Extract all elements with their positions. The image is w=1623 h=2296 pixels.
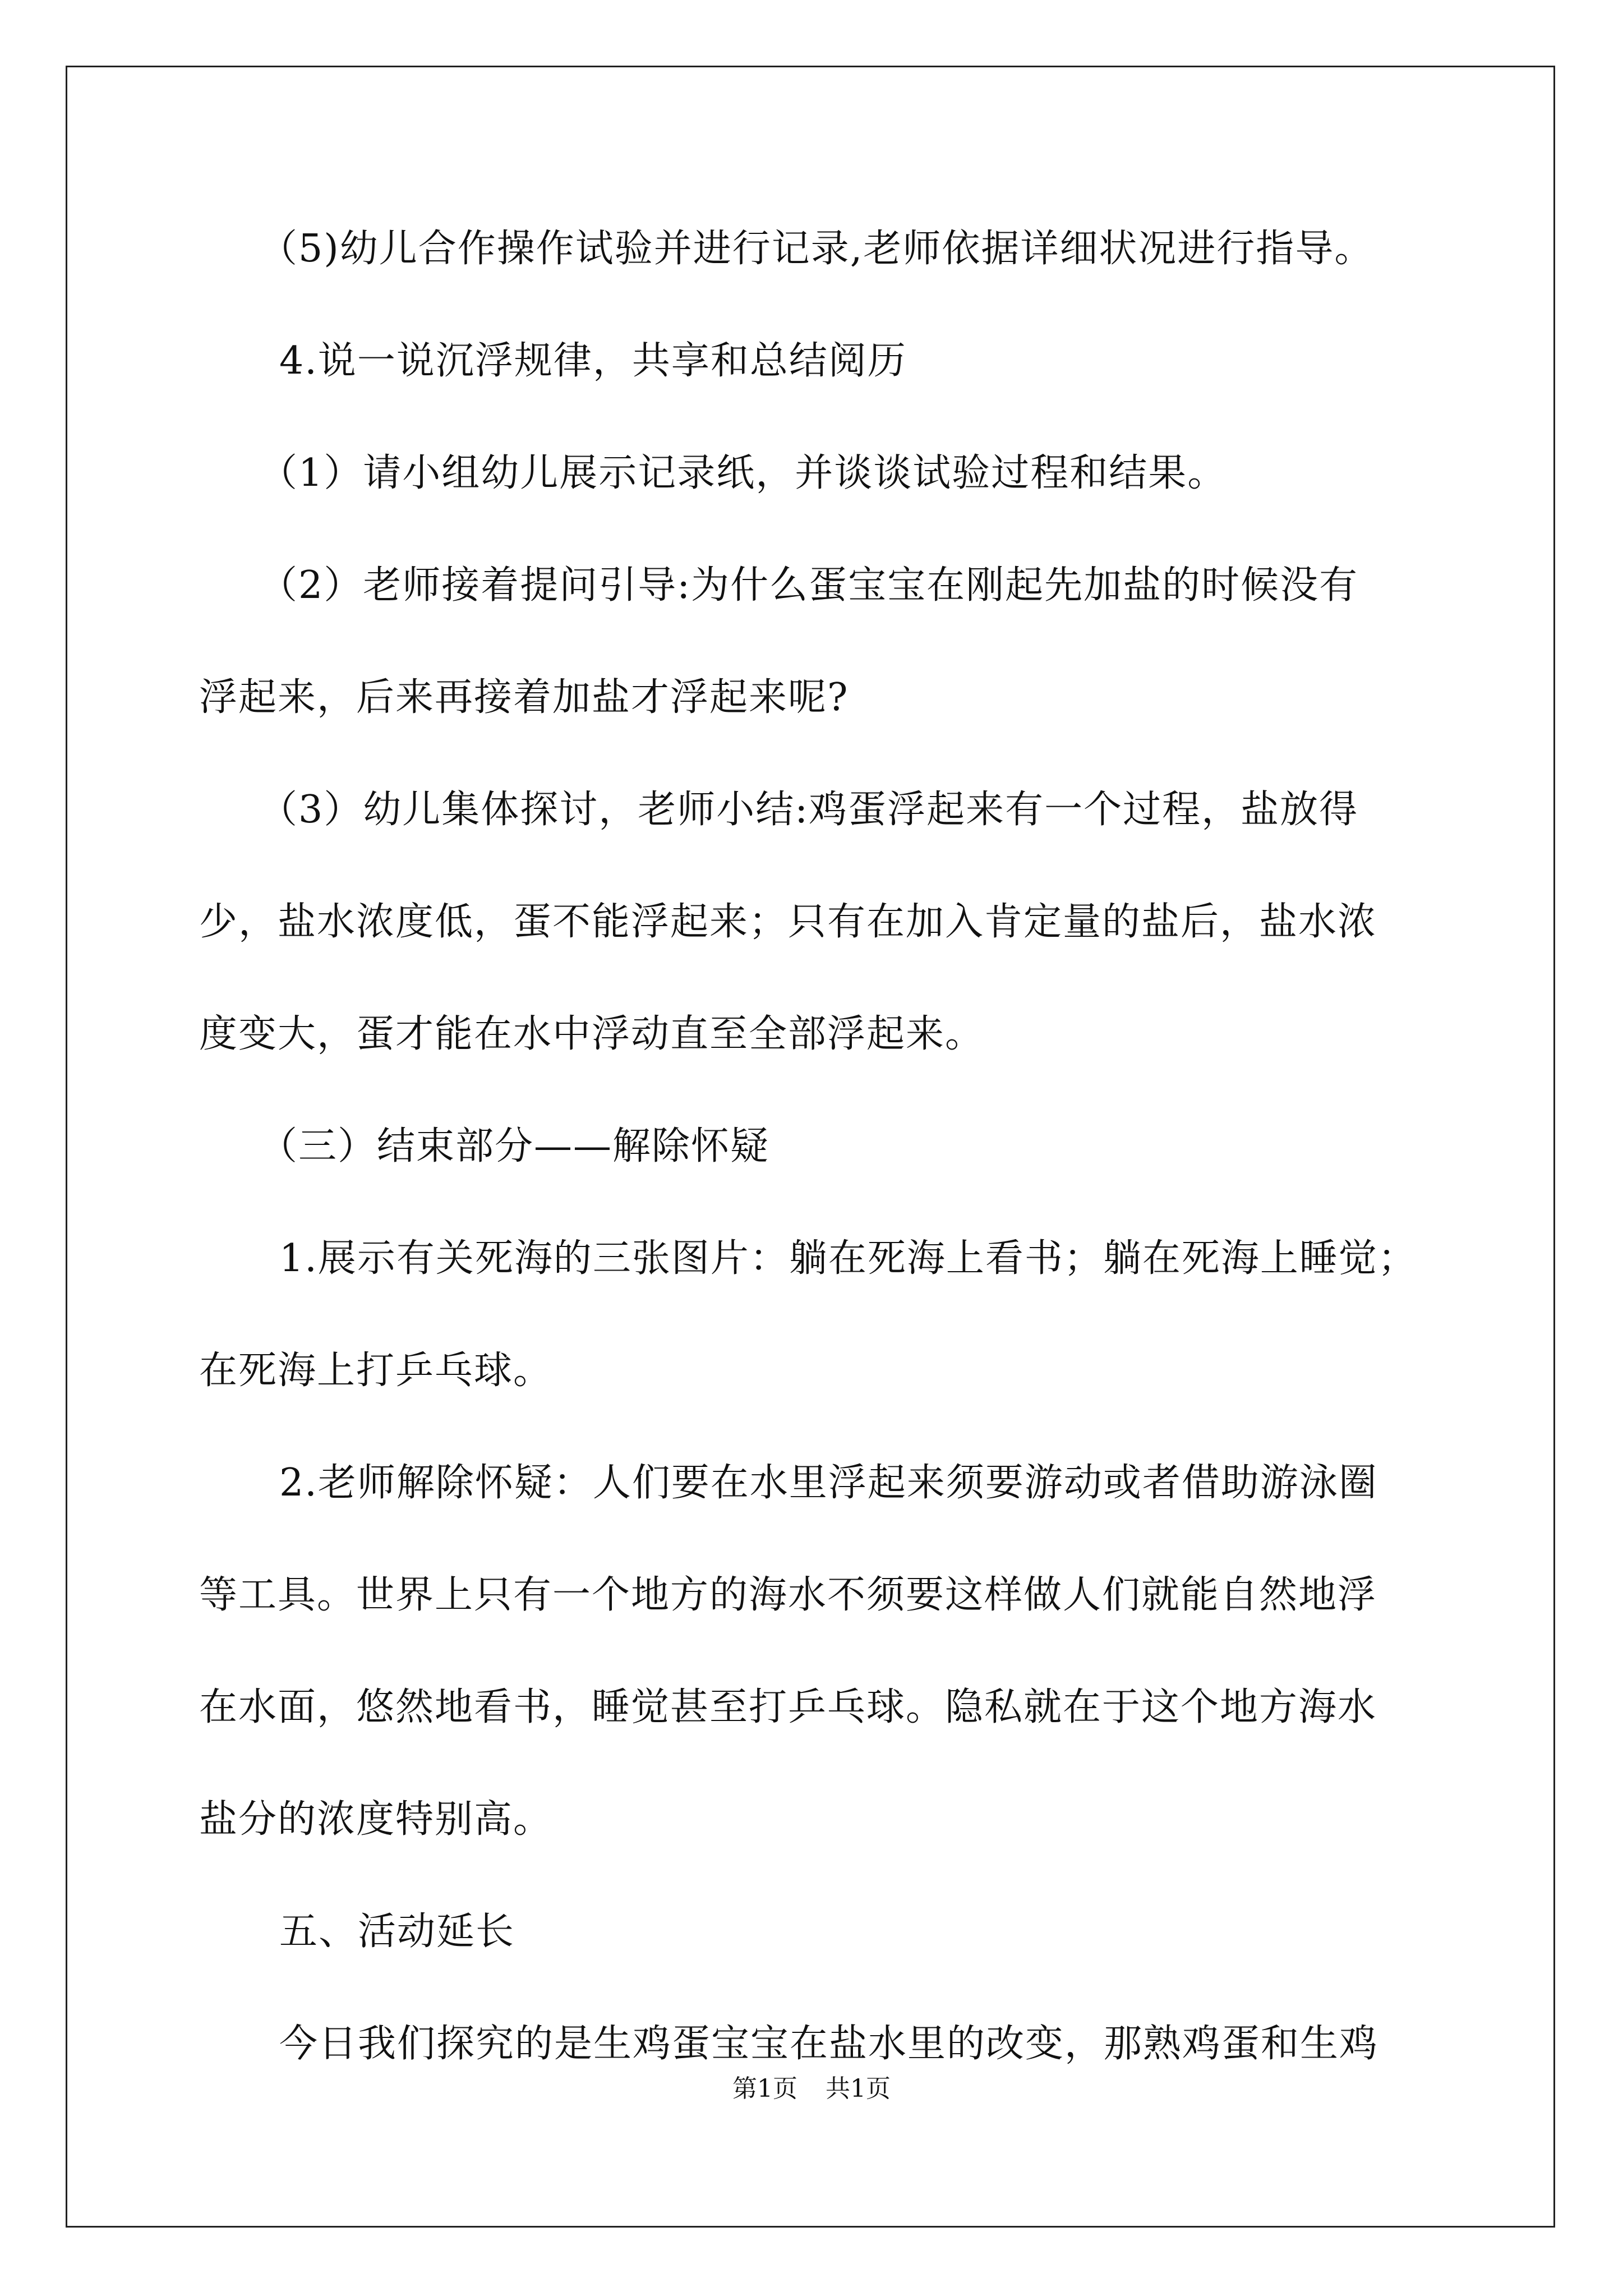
paragraph-line-7: 少，盐水浓度低，蛋不能浮起来；只有在加入肯定量的盐后，盐水浓 — [199, 900, 1377, 944]
paragraph-line-12: 等工具。世界上只有一个地方的海水不须要这样做人们就能自然地浮 — [199, 1573, 1377, 1617]
page-total: 共1页 — [826, 2074, 891, 2103]
paragraph-line-3: （1）请小组幼儿展示记录纸，并谈谈试验过程和结果。 — [259, 451, 1227, 495]
paragraph-line-2: 4.说一说沉浮规律，共享和总结阅历 — [279, 339, 907, 383]
section-heading-5: 五、活动延长 — [279, 1910, 515, 1954]
paragraph-line-6: （3）幼儿集体探讨，老师小结:鸡蛋浮起来有一个过程，盐放得 — [259, 788, 1359, 832]
paragraph-line-10: 在死海上打乒乓球。 — [199, 1349, 553, 1393]
paragraph-line-9: 1.展示有关死海的三张图片：躺在死海上看书；躺在死海上睡觉； — [279, 1236, 1417, 1281]
paragraph-line-1: （5)幼儿合作操作试验并进行记录,老师依据详细状况进行指导。 — [259, 227, 1374, 271]
paragraph-line-11: 2.老师解除怀疑：人们要在水里浮起来须要游动或者借助游泳圈 — [279, 1461, 1378, 1505]
page-footer — [0, 2074, 1623, 2103]
paragraph-line-15: 今日我们探究的是生鸡蛋宝宝在盐水里的改变，那熟鸡蛋和生鸡 — [279, 2022, 1379, 2066]
page-number: 第1页 — [732, 2074, 797, 2103]
paragraph-line-5: 浮起来，后来再接着加盐才浮起来呢? — [199, 675, 849, 720]
paragraph-line-13: 在水面，悠然地看书，睡觉甚至打乒乓球。隐私就在于这个地方海水 — [199, 1685, 1377, 1729]
section-heading-3: （三）结束部分——解除怀疑 — [259, 1124, 770, 1168]
paragraph-line-14: 盐分的浓度特别高。 — [199, 1797, 553, 1842]
paragraph-line-4: （2）老师接着提问引导:为什么蛋宝宝在刚起先加盐的时候没有 — [259, 563, 1359, 608]
paragraph-line-8: 度变大，蛋才能在水中浮动直至全部浮起来。 — [199, 1012, 985, 1056]
